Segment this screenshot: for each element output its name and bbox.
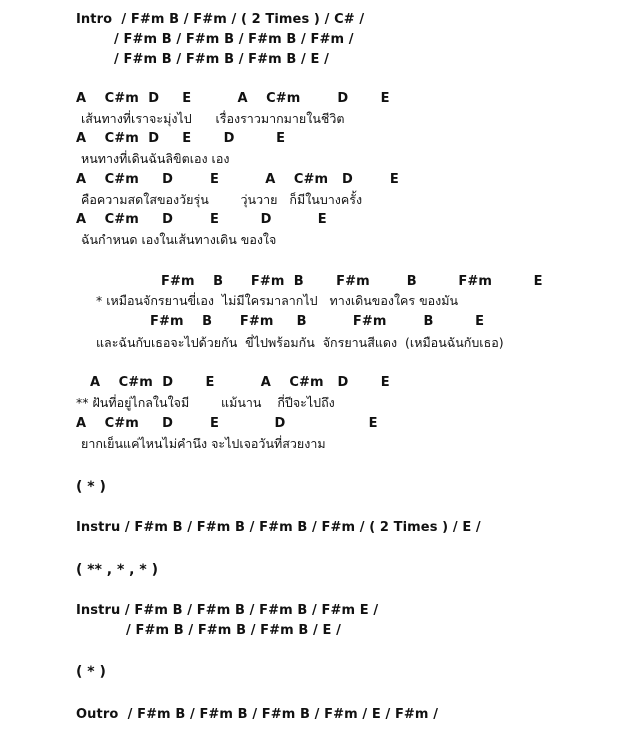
repeat-chorus-marker: ( * ): [76, 479, 106, 495]
intro-line-1: Intro / F#m B / F#m / ( 2 Times ) / C# /: [76, 12, 365, 27]
instru2-line-1: Instru / F#m B / F#m B / F#m B / F#m E /: [76, 603, 379, 618]
bridge-lyric-2: ยากเย็นแค่ไหนไม่คำนึง จะไปเจอวันที่สวยงาม: [81, 436, 326, 451]
intro-line-2: / F#m B / F#m B / F#m B / F#m /: [114, 32, 354, 47]
verse-lyric-4: ฉันกำหนด เองในเส้นทางเดิน ของใจ: [81, 232, 277, 247]
verse-chords-2: A C#m D E D E: [76, 131, 286, 146]
instru-line-1: Instru / F#m B / F#m B / F#m B / F#m / ( 2 Times ) / E /: [76, 520, 481, 535]
chorus-chords-1: F#m B F#m B F#m B F#m E: [161, 274, 543, 289]
repeat-chorus-marker-2: ( * ): [76, 664, 106, 680]
chorus-lyric-1: * เหมือนจักรยานขี่เอง ไม่มีใครมาลากไป ทางเดินของใคร ของมัน: [96, 293, 459, 308]
repeat-all-marker: ( ** , * , * ): [76, 562, 158, 578]
bridge-lyric-1: ** ฝันที่อยู่ไกลในใจมี แม้นาน กี่ปีจะไปถึง: [76, 395, 335, 410]
chorus-lyric-2: และฉันกับเธอจะไปด้วยกัน ขี่ไปพร้อมกัน จักรยานสีแดง (เหมือนฉันกับเธอ): [96, 335, 504, 350]
verse-chords-4: A C#m D E D E: [76, 212, 327, 227]
instru2-line-2: / F#m B / F#m B / F#m B / E /: [126, 623, 341, 638]
outro-line: Outro / F#m B / F#m B / F#m B / F#m / E / F#m /: [76, 707, 439, 722]
verse-lyric-3: คือความสดใสของวัยรุ่น วุ่นวาย ก็มีในบางครั้ง: [81, 192, 363, 207]
verse-chords-3: A C#m D E A C#m D E: [76, 172, 399, 187]
verse-chords-1: A C#m D E A C#m D E: [76, 91, 390, 106]
chorus-chords-2: F#m B F#m B F#m B E: [150, 314, 485, 329]
verse-lyric-1: เส้นทางที่เราจะมุ่งไป เรื่องราวมากมายในชีวิต: [81, 111, 345, 126]
verse-lyric-2: หนทางที่เดินฉันลิขิตเอง เอง: [81, 151, 230, 166]
bridge-chords-1: A C#m D E A C#m D E: [90, 375, 390, 390]
bridge-chords-2: A C#m D E D E: [76, 416, 378, 431]
intro-line-3: / F#m B / F#m B / F#m B / E /: [114, 52, 329, 67]
